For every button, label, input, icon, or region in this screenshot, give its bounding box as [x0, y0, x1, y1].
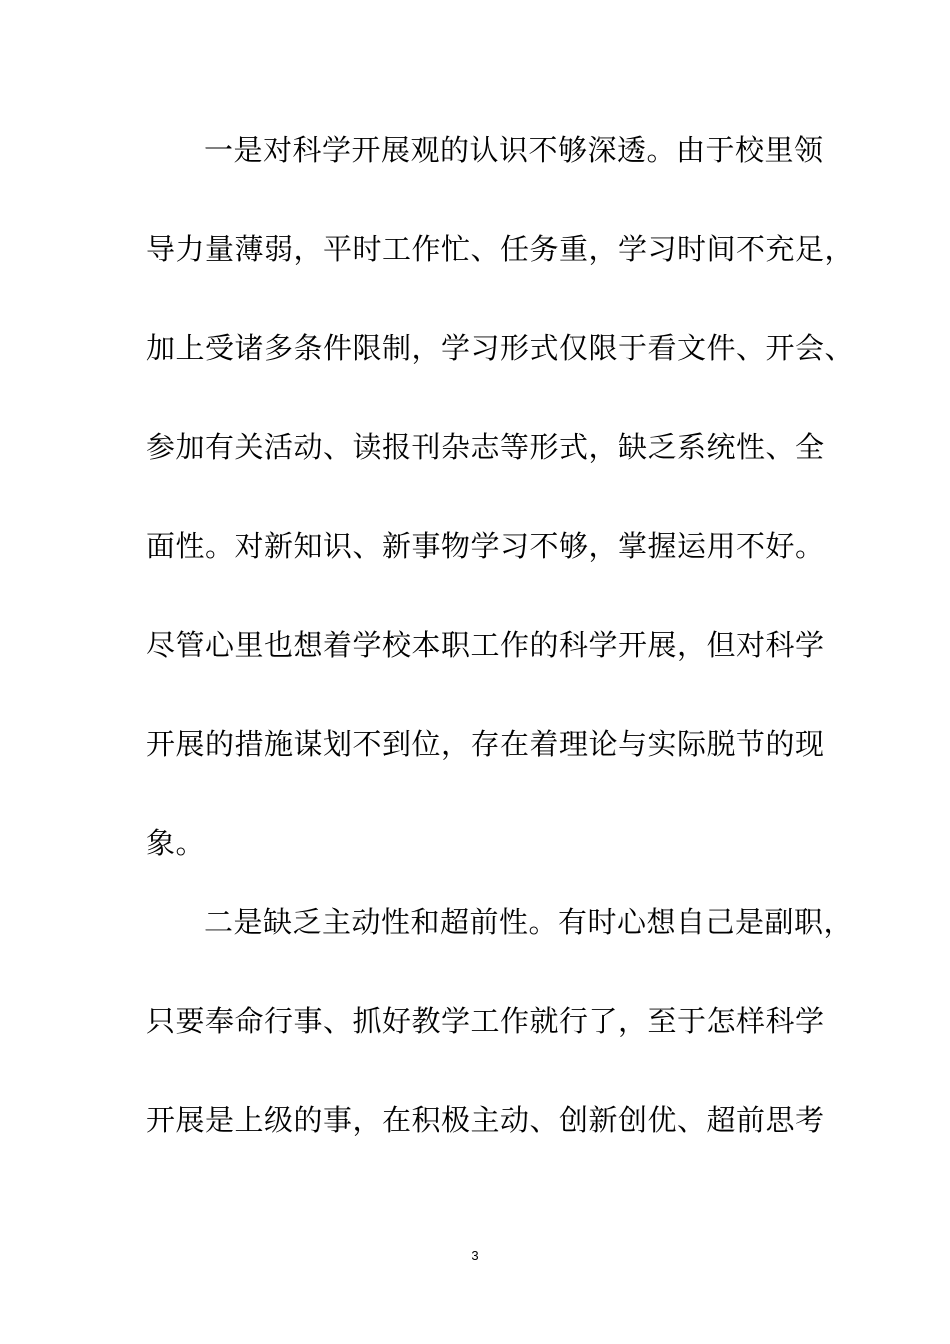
paragraph-1-line-1: 一是对科学开展观的认识不够深透。由于校里领	[204, 133, 824, 167]
paragraph-1-line-8: 象。	[146, 826, 206, 860]
paragraph-1-line-2: 导力量薄弱，平时工作忙、任务重，学习时间不充足，	[146, 232, 855, 266]
paragraph-1-line-4: 参加有关活动、读报刊杂志等形式，缺乏系统性、全	[146, 430, 825, 464]
page-number: 3	[471, 1248, 479, 1263]
paragraph-2-line-1: 二是缺乏主动性和超前性。有时心想自己是副职，	[204, 905, 854, 939]
paragraph-1-line-3: 加上受诸多条件限制，学习形式仅限于看文件、开会、	[146, 331, 855, 365]
paragraph-2-line-2: 只要奉命行事、抓好教学工作就行了，至于怎样科学	[146, 1004, 825, 1038]
paragraph-2-line-3: 开展是上级的事，在积极主动、创新创优、超前思考	[146, 1103, 825, 1137]
paragraph-1-line-6: 尽管心里也想着学校本职工作的科学开展，但对科学	[146, 628, 825, 662]
paragraph-1-line-7: 开展的措施谋划不到位，存在着理论与实际脱节的现	[146, 727, 825, 761]
paragraph-1-line-5: 面性。对新知识、新事物学习不够，掌握运用不好。	[146, 529, 825, 563]
